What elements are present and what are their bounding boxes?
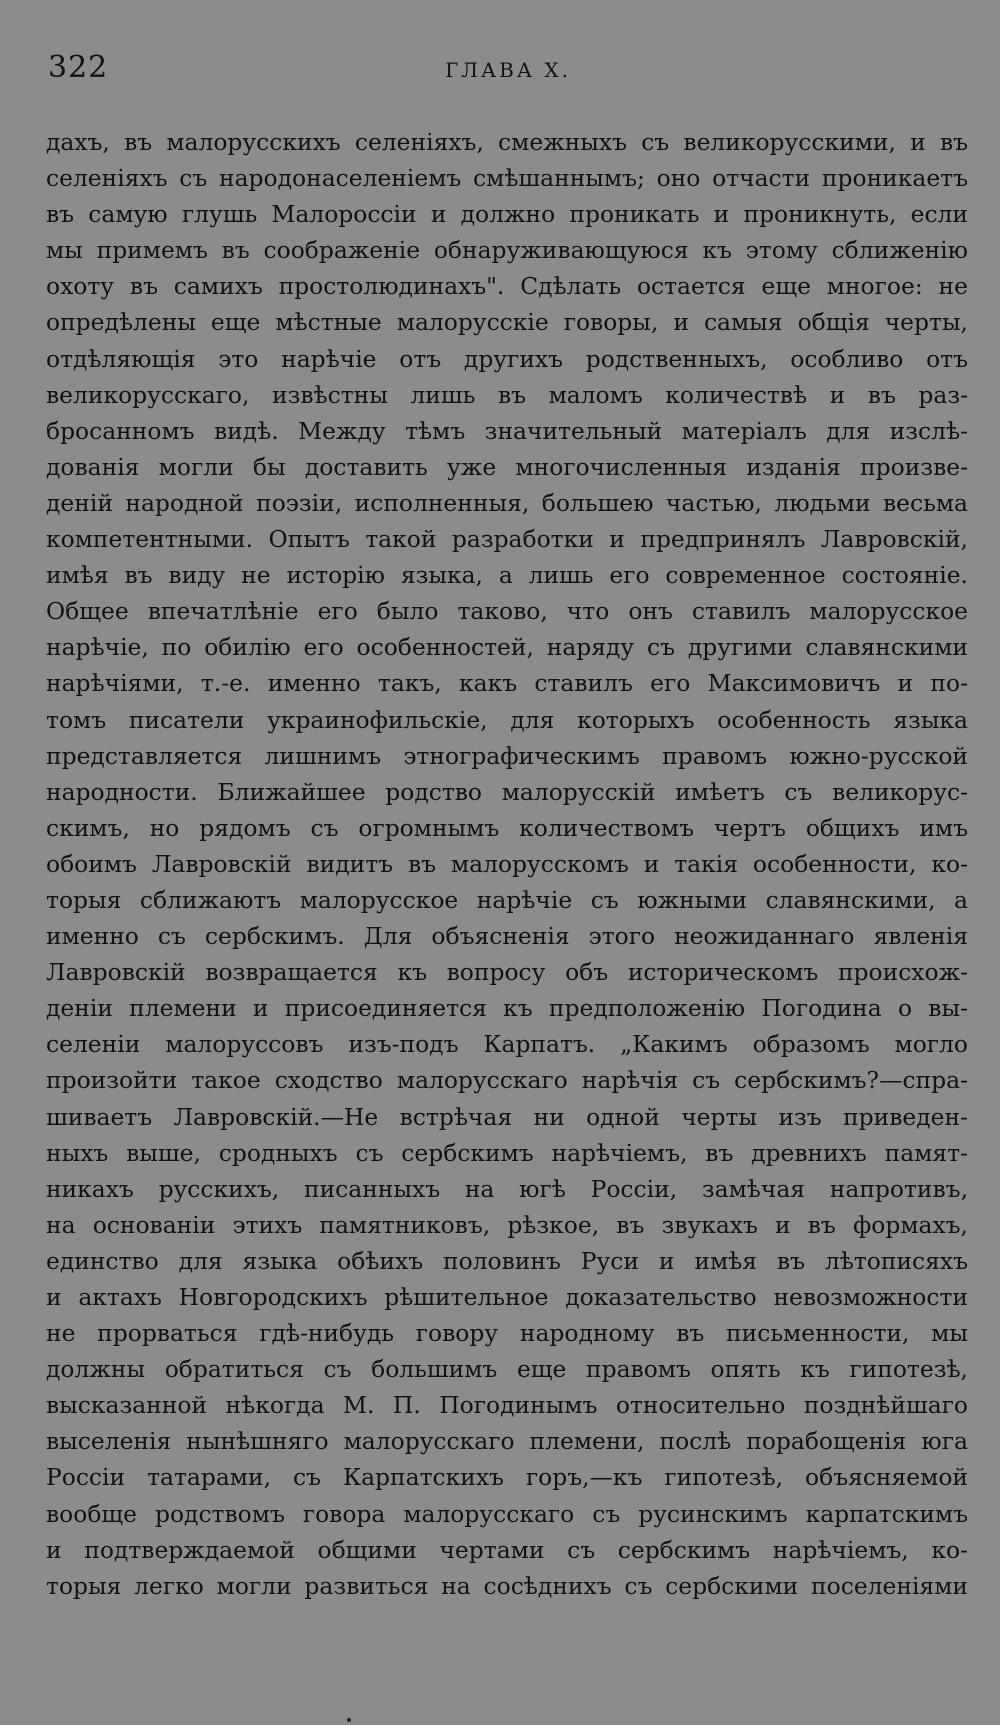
text-line: деніи племени и присоединяется къ предположенію Погодина о вы- [46, 994, 968, 1023]
text-line: Общее впечатлѣніе его было таково, что онъ ставилъ малорусское [46, 597, 968, 626]
text-line: шиваетъ Лавровскій.—Не встрѣчая ни одной черты изъ приведен- [46, 1102, 968, 1131]
text-line: томъ писатели украинофильскіе, для которыхъ особенность языка [46, 705, 968, 734]
text-line: великорусскаго, извѣстны лишь въ маломъ количествѣ и въ раз- [46, 380, 968, 409]
text-line: торыя легко могли развиться на сосѣднихъ съ сербскими поселеніями [46, 1571, 968, 1600]
text-line: произойти такое сходство малорусскаго нарѣчія съ сербскимъ?—спра- [46, 1066, 968, 1095]
text-line: высказанной нѣкогда М. П. Погодинымъ относительно позднѣйшаго [46, 1391, 968, 1420]
text-line: и подтверждаемой общими чертами съ сербскимъ нарѣчіемъ, ко- [46, 1535, 968, 1564]
text-line: единство для языка обѣихъ половинъ Руси и имѣя въ лѣтописяхъ [46, 1246, 968, 1275]
page-number: 322 [48, 50, 109, 85]
text-line: должны обратиться съ большимъ еще правомъ опять къ гипотезѣ, [46, 1355, 968, 1384]
text-line: опредѣлены еще мѣстные малорусскіе говоры, и самыя общія черты, [46, 308, 968, 337]
body-text [46, 124, 968, 1604]
text-line: охоту въ самихъ простолюдинахъ". Сдѣлать остается еще многое: не [46, 272, 968, 301]
text-line: деній народной поэзіи, исполненныя, большею частью, людьми весьма [46, 488, 968, 517]
text-line: представляется лишнимъ этнографическимъ правомъ южно-русской [46, 741, 968, 770]
text-line: имѣя въ виду не исторію языка, а лишь его современное состояніе. [46, 561, 968, 590]
text-line: скимъ, но рядомъ съ огромнымъ количествомъ чертъ общихъ имъ [46, 813, 968, 842]
text-line: торыя сближаютъ малорусское нарѣчіе съ южными славянскими, а [46, 885, 968, 914]
running-head: ГЛАВА X. [445, 58, 571, 82]
text-line: ныхъ выше, сродныхъ съ сербскимъ нарѣчіемъ, въ древнихъ памят- [46, 1138, 968, 1167]
page-header [48, 50, 968, 90]
text-line: въ самую глушь Малороссіи и должно проникать и проникнуть, если [46, 200, 968, 229]
text-line: бросанномъ видѣ. Между тѣмъ значительный матеріалъ для изслѣ- [46, 416, 968, 445]
text-line: селеніи малоруссовъ изъ-подъ Карпатъ. „Какимъ образомъ могло [46, 1030, 968, 1059]
text-line: компетентными. Опытъ такой разработки и предпринялъ Лавровскій, [46, 525, 968, 554]
text-line: обоимъ Лавровскій видитъ въ малорусскомъ и такія особенности, ко- [46, 849, 968, 878]
text-line: никахъ русскихъ, писанныхъ на югѣ Россіи, замѣчая напротивъ, [46, 1174, 968, 1203]
text-line: на основаніи этихъ памятниковъ, рѣзкое, въ звукахъ и въ формахъ, [46, 1210, 968, 1239]
text-line: именно съ сербскимъ. Для объясненія этого неожиданнаго явленія [46, 922, 968, 951]
text-line: нарѣчіями, т.-е. именно такъ, какъ ставилъ его Максимовичъ и по- [46, 669, 968, 698]
text-line: нарѣчіе, по обилію его особенностей, наряду съ другими славянскими [46, 633, 968, 662]
text-line: Россіи татарами, съ Карпатскихъ горъ,—къ гипотезѣ, объясняемой [46, 1463, 968, 1492]
text-line: вообще родствомъ говора малорусскаго съ русинскимъ карпатскимъ [46, 1499, 968, 1528]
text-line: выселенія нынѣшняго малорусскаго племени, послѣ порабощенія юга [46, 1427, 968, 1456]
text-line: дованія могли бы доставить уже многочисленныя изданія произве- [46, 452, 968, 481]
text-line: и актахъ Новгородскихъ рѣшительное доказательство невозможности [46, 1283, 968, 1311]
text-line: отдѣляющія это нарѣчіе отъ другихъ родственныхъ, особливо отъ [46, 344, 968, 373]
text-line: не прорваться гдѣ-нибудь говору народному въ письменности, мы [46, 1319, 968, 1348]
print-speck [347, 1718, 351, 1722]
text-line: селеніяхъ съ народонаселеніемъ смѣшаннымъ; оно отчасти проникаетъ [46, 164, 968, 193]
text-line: дахъ, въ малорусскихъ селеніяхъ, смежныхъ съ великорусскими, и въ [46, 128, 968, 156]
text-line: Лавровскій возвращается къ вопросу объ историческомъ происхож- [46, 958, 968, 987]
text-line: мы примемъ въ соображеніе обнаруживающуюся къ этому сближенію [46, 236, 968, 265]
text-line: народности. Ближайшее родство малорусскій имѣетъ съ великорус- [46, 777, 968, 806]
